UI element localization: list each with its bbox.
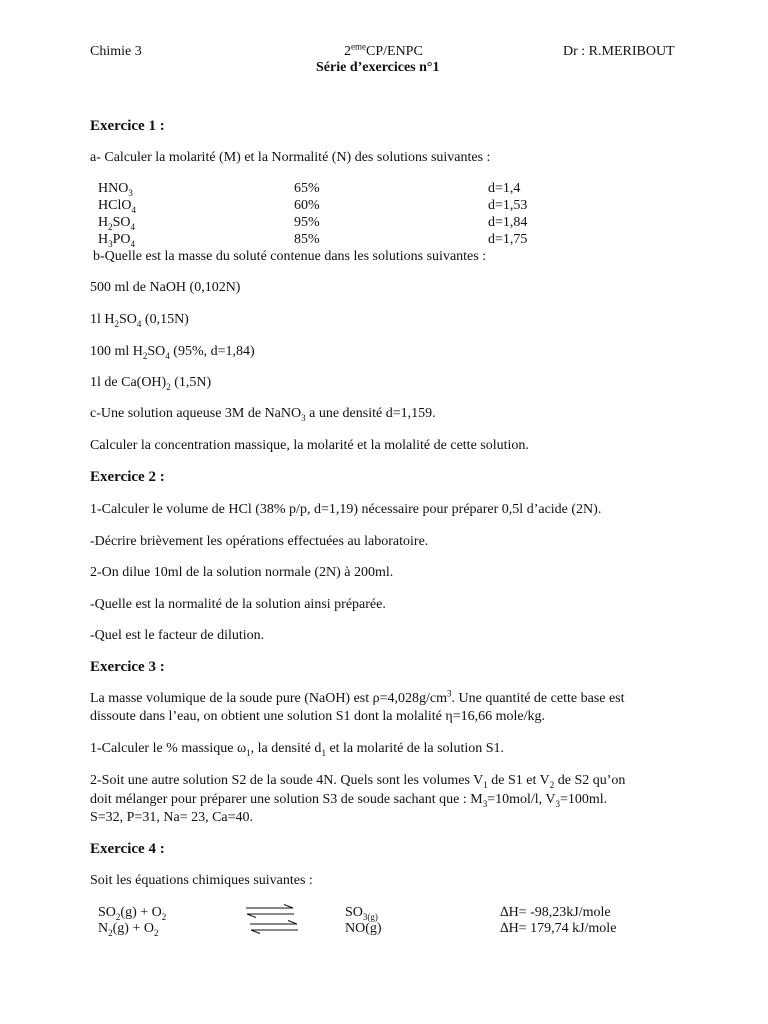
atomic-masses: S=32, P=31, Na= 23, Ca=40. [90, 810, 254, 825]
exercise-2-line: 2-On dilue 10ml de la solution normale (2N) à 200ml. [90, 565, 394, 580]
acid-density: d=1,4 [488, 181, 521, 196]
exercise-3-question-2: 2-Soit une autre solution S2 de la soude 4N. Quels sont les volumes $V_1$ de S1 et $V_2$ de S2 qu’on [90, 773, 626, 790]
acid-percent: 65% [294, 181, 320, 196]
acid-percent: 60% [294, 198, 320, 213]
exercise-1c-question: Calculer la concentration massique, la molarité et la molalité de cette solution. [90, 438, 529, 453]
exercise-2-line: -Quelle est la normalité de la solution ainsi préparée. [90, 597, 386, 612]
exercise-1a-question: a- Calculer la molarité (M) et la Normalité (N) des solutions suivantes : [90, 150, 491, 165]
exercise-1b-question: b-Quelle est la masse du soluté contenue dans les solutions suivantes : [93, 249, 487, 264]
acid-density: d=1,75 [488, 232, 528, 247]
exercise-3-question-2: doit mélanger pour préparer une solution S3 de soude sachant que : $M_3=10mol/l$, $V_3=100ml$. [90, 792, 608, 809]
teacher-name: Dr : R.MERIBOUT [563, 44, 675, 59]
equation-reactants: $N_2(g) + O_2$ [98, 921, 159, 938]
exercise-1-heading: Exercice 1 : [90, 118, 165, 134]
exercise-2-line: -Quel est le facteur de dilution. [90, 628, 265, 643]
exercise-3-statement: La masse volumique de la soude pure (NaOH) est $\rho=4,028g/cm^3$. Une quantité de cette base est [90, 688, 625, 706]
class-level-number: 2 [344, 44, 351, 59]
exercise-1c-statement: c-Une solution aqueuse 3M de NaNO$_3$ a une densité d=1,159. [90, 406, 436, 423]
exercise-4-heading: Exercice 4 : [90, 841, 165, 857]
solution-item: 100 ml $H_2SO_4$ (95%, d=1,84) [90, 344, 255, 361]
equation-enthalpy: ∆H= -98,23kJ/mole [500, 905, 611, 920]
acid-formula: $H_3PO_4$ [98, 232, 136, 249]
equation-reactants: $SO_2(g) + O_2$ [98, 905, 167, 922]
page-title: Série d’exercices n°1 [316, 60, 440, 75]
exercise-2-line: -Décrire brièvement les opérations effectuées au laboratoire. [90, 534, 429, 549]
exercise-2-heading: Exercice 2 : [90, 469, 165, 485]
exercise-3-statement: dissoute dans l’eau, on obtient une solution S1 dont la molalité η=16,66 mole/kg. [90, 709, 545, 724]
equation-enthalpy: ∆H= 179,74 kJ/mole [500, 921, 617, 936]
solution-item: 1l de $Ca(OH)_2$ (1,5N) [90, 375, 212, 392]
course-name: Chimie 3 [90, 44, 142, 59]
equilibrium-arrows-icon [248, 920, 300, 934]
acid-density: d=1,53 [488, 198, 528, 213]
class-level-school: CP/ENPC [366, 44, 423, 59]
equation-products: NO(g) [345, 921, 382, 936]
exercise-3-heading: Exercice 3 : [90, 659, 165, 675]
class-level [344, 41, 423, 60]
equilibrium-arrows-icon [244, 904, 296, 918]
exercise-3-question-1: 1-Calculer le % massique $\omega_1$, la densité $d_1$ et la molarité de la solution S1. [90, 741, 505, 758]
acid-formula: $HNO_3$ [98, 181, 133, 198]
equation-products: $SO_{3(g)}$ [345, 905, 378, 922]
acid-formula: $H_2SO_4$ [98, 215, 136, 232]
acid-formula: HClO$_4$ [98, 198, 136, 215]
acid-percent: 85% [294, 232, 320, 247]
class-level-suffix: eme [351, 41, 366, 52]
exercise-4-intro: Soit les équations chimiques suivantes : [90, 873, 313, 888]
exercise-2-line: 1-Calculer le volume de HCl (38% p/p, d=1,19) nécessaire pour préparer 0,5l d’acide (2N). [90, 502, 602, 517]
acid-percent: 95% [294, 215, 320, 230]
solution-item: 500 ml de NaOH (0,102N) [90, 280, 241, 295]
acid-density: d=1,84 [488, 215, 528, 230]
solution-item: 1l $H_2SO_4$ (0,15N) [90, 312, 189, 329]
